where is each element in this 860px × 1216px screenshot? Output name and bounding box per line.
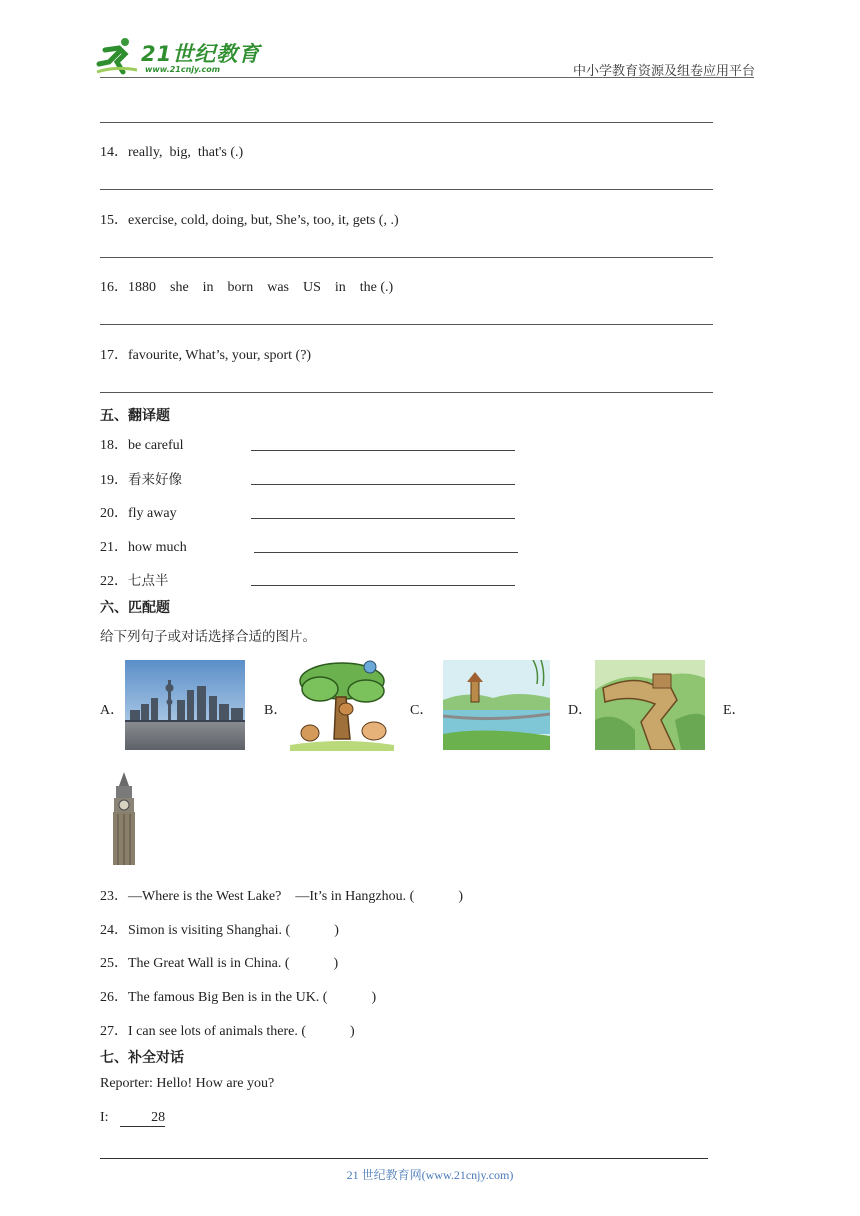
question-14: 14．really, big, that's (.) — [100, 145, 244, 160]
running-man-icon — [95, 36, 139, 76]
dialogue-i-line — [100, 1110, 165, 1127]
great-wall-cartoon — [595, 660, 705, 750]
translate-blank-20[interactable] — [251, 518, 515, 519]
match-question-24: 24．Simon is visiting Shanghai. ( ) — [100, 923, 339, 938]
question-15: 15．exercise, cold, doing, but, She’s, too, it, gets (, .) — [100, 213, 399, 228]
question-16: 16．1880 she in born was US in the (.) — [100, 280, 394, 295]
footer-rule — [100, 1158, 708, 1159]
city-skyline-photo — [125, 660, 245, 750]
answer-line-16[interactable] — [100, 324, 713, 325]
translate-item-19: 19．看来好像 — [100, 472, 182, 488]
translate-blank-22[interactable] — [251, 585, 515, 586]
answer-line-17[interactable] — [100, 392, 713, 393]
translate-blank-21[interactable] — [254, 552, 518, 553]
dialogue-blank-28[interactable]: 28 — [120, 1110, 165, 1127]
translate-item-20: 20．fly away — [100, 506, 177, 521]
translate-item-18: 18．be careful — [100, 438, 184, 453]
section-5-title: 五、翻译题 — [100, 408, 170, 424]
section-6-title: 六、匹配题 — [100, 600, 170, 616]
section-6-instruction: 给下列句子或对话选择合适的图片。 — [100, 629, 316, 645]
logo-text: 21世纪教育 — [141, 42, 261, 66]
dialogue-reporter-line: Reporter: Hello! How are you? — [100, 1076, 275, 1091]
header-platform-name: 中小学教育资源及组卷应用平台 — [573, 64, 756, 79]
option-a-label: A． — [100, 703, 125, 718]
big-ben-photo — [107, 772, 141, 865]
match-question-23: 23．—Where is the West Lake? —It’s in Hangzhou. ( ) — [100, 889, 463, 904]
option-d-label: D． — [568, 703, 593, 718]
dialogue-i-label: I: — [100, 1110, 109, 1125]
option-b-label: B． — [264, 703, 288, 718]
option-e-label: E． — [723, 703, 746, 718]
header-rule — [100, 77, 754, 78]
translate-item-21: 21．how much — [100, 540, 187, 555]
question-17: 17．favourite, What’s, your, sport (?) — [100, 348, 312, 363]
answer-line — [100, 122, 713, 123]
match-question-25: 25．The Great Wall is in China. ( ) — [100, 956, 339, 971]
answer-line-14[interactable] — [100, 189, 713, 190]
translate-blank-18[interactable] — [251, 450, 515, 451]
match-question-26: 26．The famous Big Ben is in the UK. ( ) — [100, 990, 377, 1005]
tree-animals-cartoon — [290, 659, 394, 751]
match-question-27: 27．I can see lots of animals there. ( ) — [100, 1024, 355, 1039]
answer-line-15[interactable] — [100, 257, 713, 258]
translate-item-22: 22．七点半 — [100, 573, 169, 589]
header-logo — [95, 36, 265, 80]
logo-url: www.21cnjy.com — [145, 65, 221, 74]
translate-blank-19[interactable] — [251, 484, 515, 485]
section-7-title: 七、补全对话 — [100, 1050, 184, 1066]
option-c-label: C． — [410, 703, 434, 718]
west-lake-cartoon — [443, 660, 550, 750]
footer-text: 21 世纪教育网(www.21cnjy.com) — [346, 1168, 514, 1182]
